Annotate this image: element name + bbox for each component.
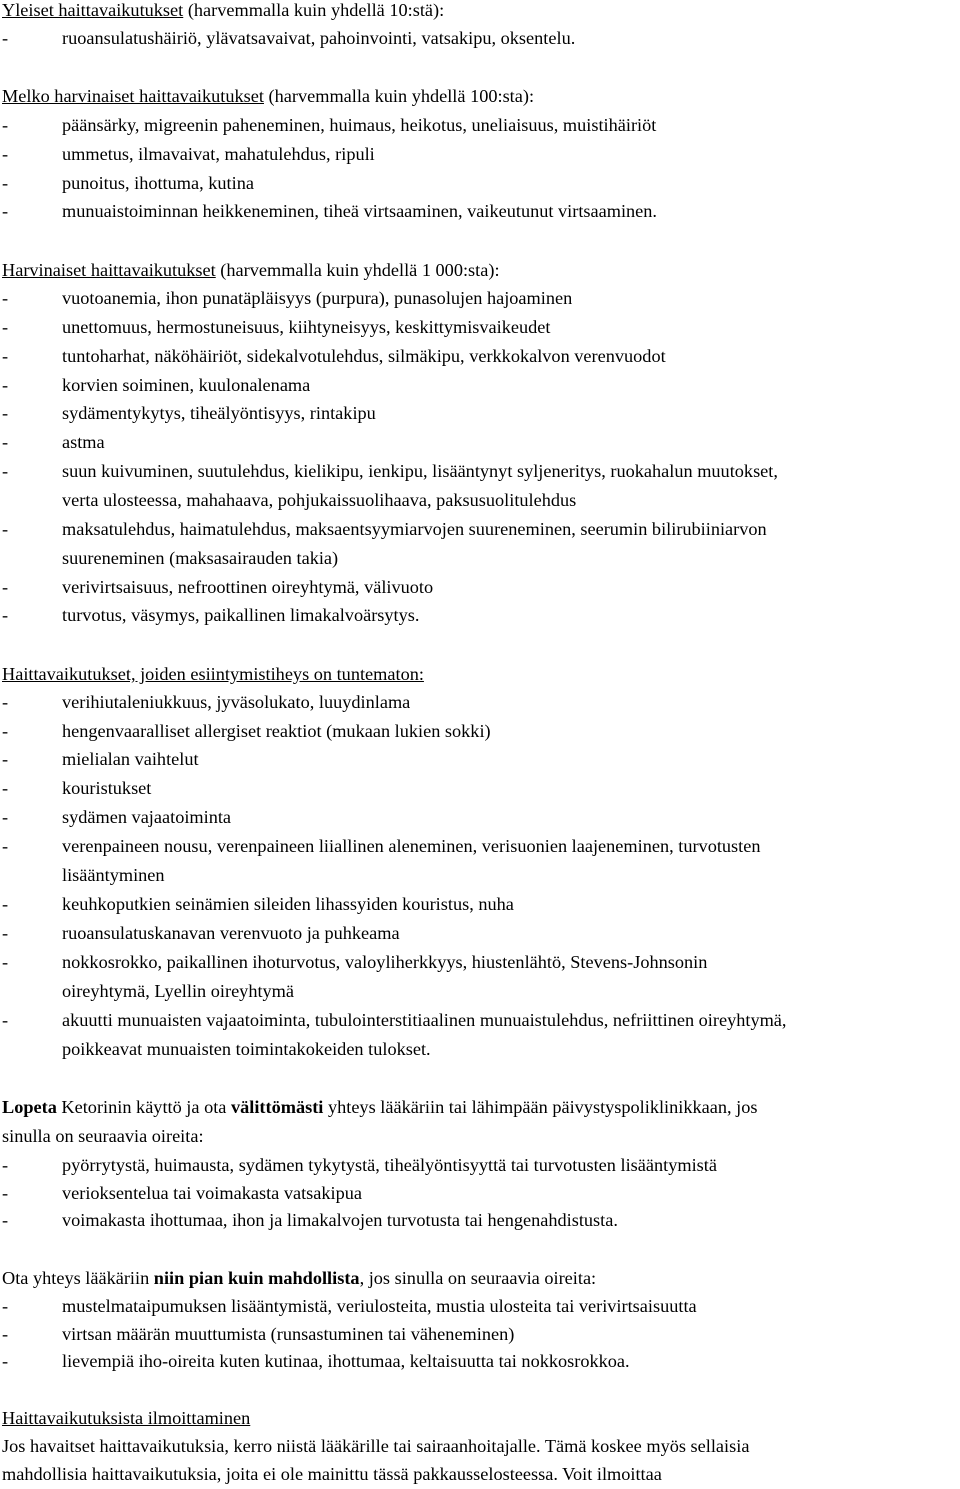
stop-text: Ketorinin käyttö ja ota — [56, 1097, 231, 1117]
dash-bullet: - — [2, 721, 9, 741]
section-heading-common — [2, 0, 444, 21]
list-item-text: mustelmataipumuksen lisääntymistä, veriulosteita, mustia ulosteita tai verivirtsaisuutta — [62, 1296, 697, 1316]
dash-bullet: - — [2, 519, 9, 539]
dash-bullet: - — [2, 432, 9, 452]
list-item-text: punoitus, ihottuma, kutina — [62, 173, 254, 193]
list-item-text: verenpaineen nousu, verenpaineen liiallinen aleneminen, verisuonien laajeneminen, turvotusten — [62, 836, 761, 856]
stop-instruction-line2: sinulla on seuraavia oireita: — [2, 1126, 204, 1146]
list-item-text: pyörrytystä, huimausta, sydämen tykytystä, tiheälyöntisyyttä tai turvotusten lisääntymistä — [62, 1155, 717, 1175]
list-item-continuation: oireyhtymä, Lyellin oireyhtymä — [62, 981, 295, 1001]
heading-rest: (harvemmalla kuin yhdellä 1 000:sta): — [215, 260, 500, 280]
dash-bullet: - — [2, 577, 9, 597]
heading-rest: (harvemmalla kuin yhdellä 100:sta): — [263, 86, 535, 106]
dash-bullet: - — [2, 1183, 9, 1203]
list-item-text: tuntoharhat, näköhäiriöt, sidekalvotulehdus, silmäkipu, verkkokalvon verenvuodot — [62, 346, 666, 366]
dash-bullet: - — [2, 461, 9, 481]
list-item-text: ummetus, ilmavaivat, mahatulehdus, ripuli — [62, 144, 375, 164]
dash-bullet: - — [2, 173, 9, 193]
heading-underlined: Yleiset haittavaikutukset — [2, 0, 184, 20]
heading-underlined: Melko harvinaiset haittavaikutukset — [2, 86, 264, 106]
list-item-text: hengenvaaralliset allergiset reaktiot (mukaan lukien sokki) — [62, 721, 491, 741]
dash-bullet: - — [2, 749, 9, 769]
section-heading-unknown-frequency — [2, 663, 424, 685]
list-item-text: korvien soiminen, kuulonalenama — [62, 375, 311, 395]
list-item-text: sydämen vajaatoiminta — [62, 807, 232, 827]
list-item-text: sydämentykytys, tiheälyöntisyys, rintakipu — [62, 403, 376, 423]
dash-bullet: - — [2, 1010, 9, 1030]
dash-bullet: - — [2, 375, 9, 395]
dash-bullet: - — [2, 1351, 9, 1371]
dash-bullet: - — [2, 346, 9, 366]
dash-bullet: - — [2, 807, 9, 827]
heading-rest: (harvemmalla kuin yhdellä 10:stä): — [183, 0, 445, 20]
list-item-text: munuaistoiminnan heikkeneminen, tiheä virtsaaminen, vaikeutunut virtsaaminen. — [62, 201, 658, 221]
dash-bullet: - — [2, 952, 9, 972]
stop-bold: Lopeta — [2, 1097, 57, 1117]
list-item-text: unettomuus, hermostuneisuus, kiihtyneisyys, keskittymisvaikeudet — [62, 317, 551, 337]
list-item-text: lievempiä iho-oireita kuten kutinaa, ihottumaa, keltaisuutta tai nokkosrokkoa. — [62, 1351, 630, 1371]
dash-bullet: - — [2, 317, 9, 337]
list-item-text: kouristukset — [62, 778, 152, 798]
dash-bullet: - — [2, 692, 9, 712]
contact-text-rest: , jos sinulla on seuraavia oireita: — [359, 1268, 597, 1288]
list-item-text: nokkosrokko, paikallinen ihoturvotus, valoyliherkkyys, hiustenlähtö, Stevens-Johnsonin — [62, 952, 708, 972]
list-item-continuation: verta ulosteessa, mahahaava, pohjukaissuolihaava, paksusuolitulehdus — [62, 490, 577, 510]
list-item-continuation: suureneminen (maksasairauden takia) — [62, 548, 339, 568]
immediately-bold: välittömästi — [230, 1097, 324, 1117]
heading-underlined: Harvinaiset haittavaikutukset — [2, 260, 216, 280]
dash-bullet: - — [2, 1324, 9, 1344]
list-item-text: verihiutaleniukkuus, jyväsolukato, luuydinlama — [62, 692, 411, 712]
list-item-text: vuotoanemia, ihon punatäpläisyys (purpura), punasolujen hajoaminen — [62, 288, 573, 308]
list-item-continuation: lisääntyminen — [62, 865, 165, 885]
reporting-paragraph-line: mahdollisia haittavaikutuksia, joita ei ole mainittu tässä pakkausselosteessa. Voit ilmoittaa — [2, 1464, 662, 1484]
list-item-text: voimakasta ihottumaa, ihon ja limakalvojen turvotusta tai hengenahdistusta. — [62, 1210, 618, 1230]
dash-bullet: - — [2, 923, 9, 943]
list-item-text: maksatulehdus, haimatulehdus, maksaentsyymiarvojen suureneminen, seerumin bilirubiiniarvon — [62, 519, 767, 539]
list-item-text: keuhkoputkien seinämien sileiden lihassyiden kouristus, nuha — [62, 894, 514, 914]
list-item-continuation: poikkeavat munuaisten toimintakokeiden tulokset. — [62, 1039, 431, 1059]
dash-bullet: - — [2, 1155, 9, 1175]
dash-bullet: - — [2, 288, 9, 308]
list-item-text: astma — [62, 432, 105, 452]
dash-bullet: - — [2, 1296, 9, 1316]
dash-bullet: - — [2, 28, 9, 48]
dash-bullet: - — [2, 201, 9, 221]
list-item-text: virtsan määrän muuttumista (runsastuminen tai väheneminen) — [62, 1324, 515, 1344]
dash-bullet: - — [2, 403, 9, 423]
stop-instruction — [2, 1096, 757, 1118]
asap-bold: niin pian kuin mahdollista — [153, 1268, 360, 1288]
list-item-text: verivirtsaisuus, nefroottinen oireyhtymä, välivuoto — [62, 577, 434, 597]
heading-underlined: Haittavaikutuksista ilmoittaminen — [2, 1408, 251, 1428]
contact-text: Ota yhteys lääkäriin — [2, 1268, 154, 1288]
dash-bullet: - — [2, 1210, 9, 1230]
stop-text-rest: yhteys lääkäriin tai lähimpään päivystyspoliklinikkaan, jos — [323, 1097, 758, 1117]
list-item-text: verioksentelua tai voimakasta vatsakipua — [62, 1183, 363, 1203]
list-item-text: turvotus, väsymys, paikallinen limakalvoärsytys. — [62, 605, 420, 625]
dash-bullet: - — [2, 605, 9, 625]
dash-bullet: - — [2, 115, 9, 135]
dash-bullet: - — [2, 144, 9, 164]
dash-bullet: - — [2, 894, 9, 914]
section-heading-rare — [2, 259, 500, 281]
list-item-text: mielialan vaihtelut — [62, 749, 199, 769]
section-heading-uncommon — [2, 85, 534, 107]
list-item-text: suun kuivuminen, suutulehdus, kielikipu, ienkipu, lisääntynyt syljeneritys, ruokahalun muutokset, — [62, 461, 778, 481]
section-heading-reporting — [2, 1407, 250, 1429]
list-item-text: akuutti munuaisten vajaatoiminta, tubulointerstitiaalinen munuaistulehdus, nefriittinen oireyhtymä, — [62, 1010, 787, 1030]
contact-instruction — [2, 1267, 596, 1289]
dash-bullet: - — [2, 778, 9, 798]
list-item-text: ruoansulatushäiriö, ylävatsavaivat, pahoinvointi, vatsakipu, oksentelu. — [62, 28, 576, 48]
list-item-text: ruoansulatuskanavan verenvuoto ja puhkeama — [62, 923, 400, 943]
dash-bullet: - — [2, 836, 9, 856]
list-item-text: päänsärky, migreenin paheneminen, huimaus, heikotus, uneliaisuus, muistihäiriöt — [62, 115, 657, 135]
heading-underlined: Haittavaikutukset, joiden esiintymistiheys on tuntematon: — [2, 664, 424, 684]
reporting-paragraph-line: Jos havaitset haittavaikutuksia, kerro niistä lääkärille tai sairaanhoitajalle. Tämä koskee myös sellaisia — [2, 1436, 750, 1456]
